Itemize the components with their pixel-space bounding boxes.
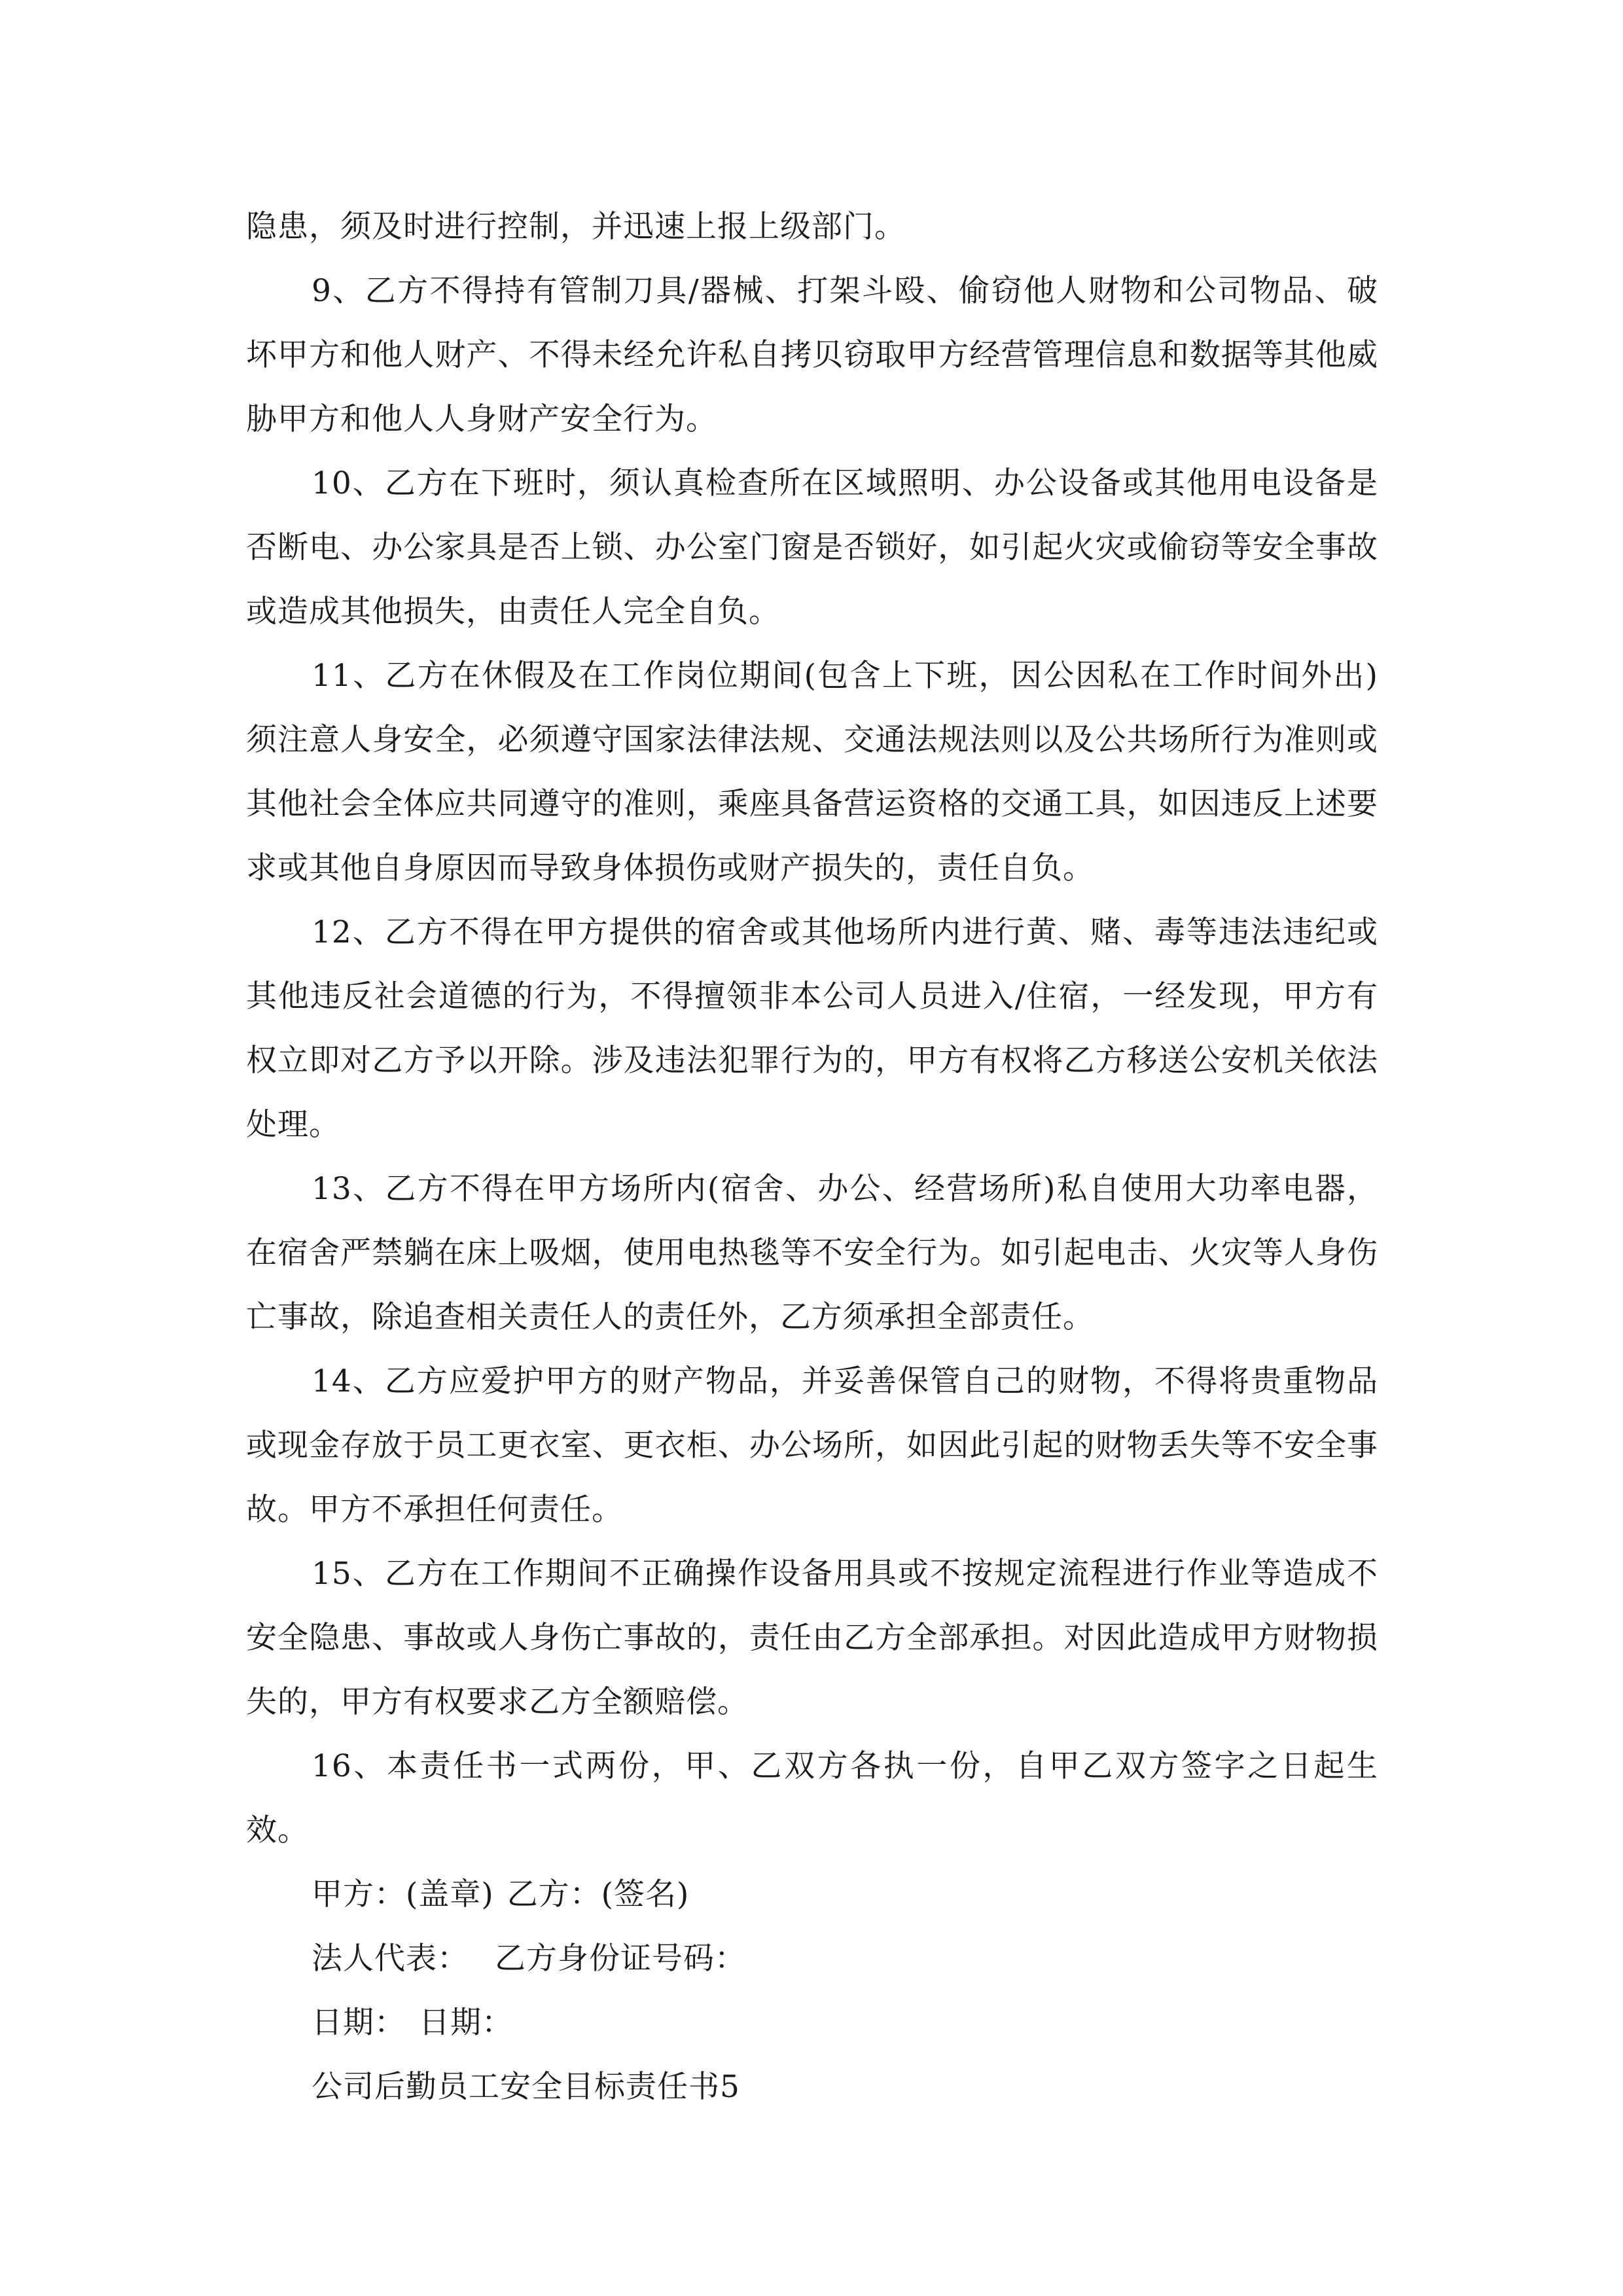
date-b-label: 日期： [419,2005,513,2041]
clause-15: 15、乙方在工作期间不正确操作设备用具或不按规定流程进行作业等造成不安全隐患、事故或人身伤亡事故的，责任由乙方全部承担。对因此造成甲方财物损失的，甲方有权要求乙方全额赔偿。 [246,1556,1378,1720]
continuation-paragraph: 隐患，须及时进行控制，并迅速上报上级部门。 [246,209,906,245]
party-a-label: 甲方：(盖章) [312,1876,494,1912]
clause-9: 9、乙方不得持有管制刀具/器械、打架斗殴、偷窃他人财物和公司物品、破坏甲方和他人财产、不得未经允许私自拷贝窃取甲方经营管理信息和数据等其他威胁甲方和他人人身财产安全行为。 [246,273,1378,437]
signature-date-line [246,1991,1378,2055]
date-a-label: 日期： [312,2005,406,2041]
clause-16: 16、本责任书一式两份，甲、乙双方各执一份，自甲乙双方签字之日起生效。 [246,1748,1378,1848]
clause-11: 11、乙方在休假及在工作岗位期间(包含上下班，因公因私在工作时间外出)须注意人身安全，必须遵守国家法律法规、交通法规法则以及公共场所行为准则或其他社会全体应共同遵守的准则，乘座具备营运资格的交通工具，如因违反上述要求或其他自身原因而导致身体损伤或财产损失的，责任自负。 [246,658,1378,886]
clause-12: 12、乙方不得在甲方提供的宿舍或其他场所内进行黄、赌、毒等违法违纪或其他违反社会道德的行为，不得擅领非本公司人员进入/住宿，一经发现，甲方有权立即对乙方予以开除。涉及违法犯罪行为的，甲方有权将乙方移送公安机关依法处理。 [246,914,1378,1143]
party-b-label: 乙方：(签名) [507,1876,690,1912]
signature-parties-line [246,1863,1378,1927]
legal-rep-label: 法人代表： [312,1941,469,1977]
id-number-label: 乙方身份证号码： [495,1941,746,1977]
next-document-title: 公司后勤员工安全目标责任书5 [312,2069,740,2105]
clause-14: 14、乙方应爱护甲方的财产物品，并妥善保管自己的财物，不得将贵重物品或现金存放于员工更衣室、更衣柜、办公场所，如因此引起的财物丢失等不安全事故。甲方不承担任何责任。 [246,1363,1378,1528]
document-body [246,195,1378,2119]
signature-rep-line [246,1927,1378,1991]
clause-13: 13、乙方不得在甲方场所内(宿舍、办公、经营场所)私自使用大功率电器，在宿舍严禁躺在床上吸烟，使用电热毯等不安全行为。如引起电击、火灾等人身伤亡事故，除追查相关责任人的责任外，乙方须承担全部责任。 [246,1171,1378,1335]
clause-10: 10、乙方在下班时，须认真检查所在区域照明、办公设备或其他用电设备是否断电、办公家具是否上锁、办公室门窗是否锁好，如引起火灾或偷窃等安全事故或造成其他损失，由责任人完全自负。 [246,465,1378,630]
